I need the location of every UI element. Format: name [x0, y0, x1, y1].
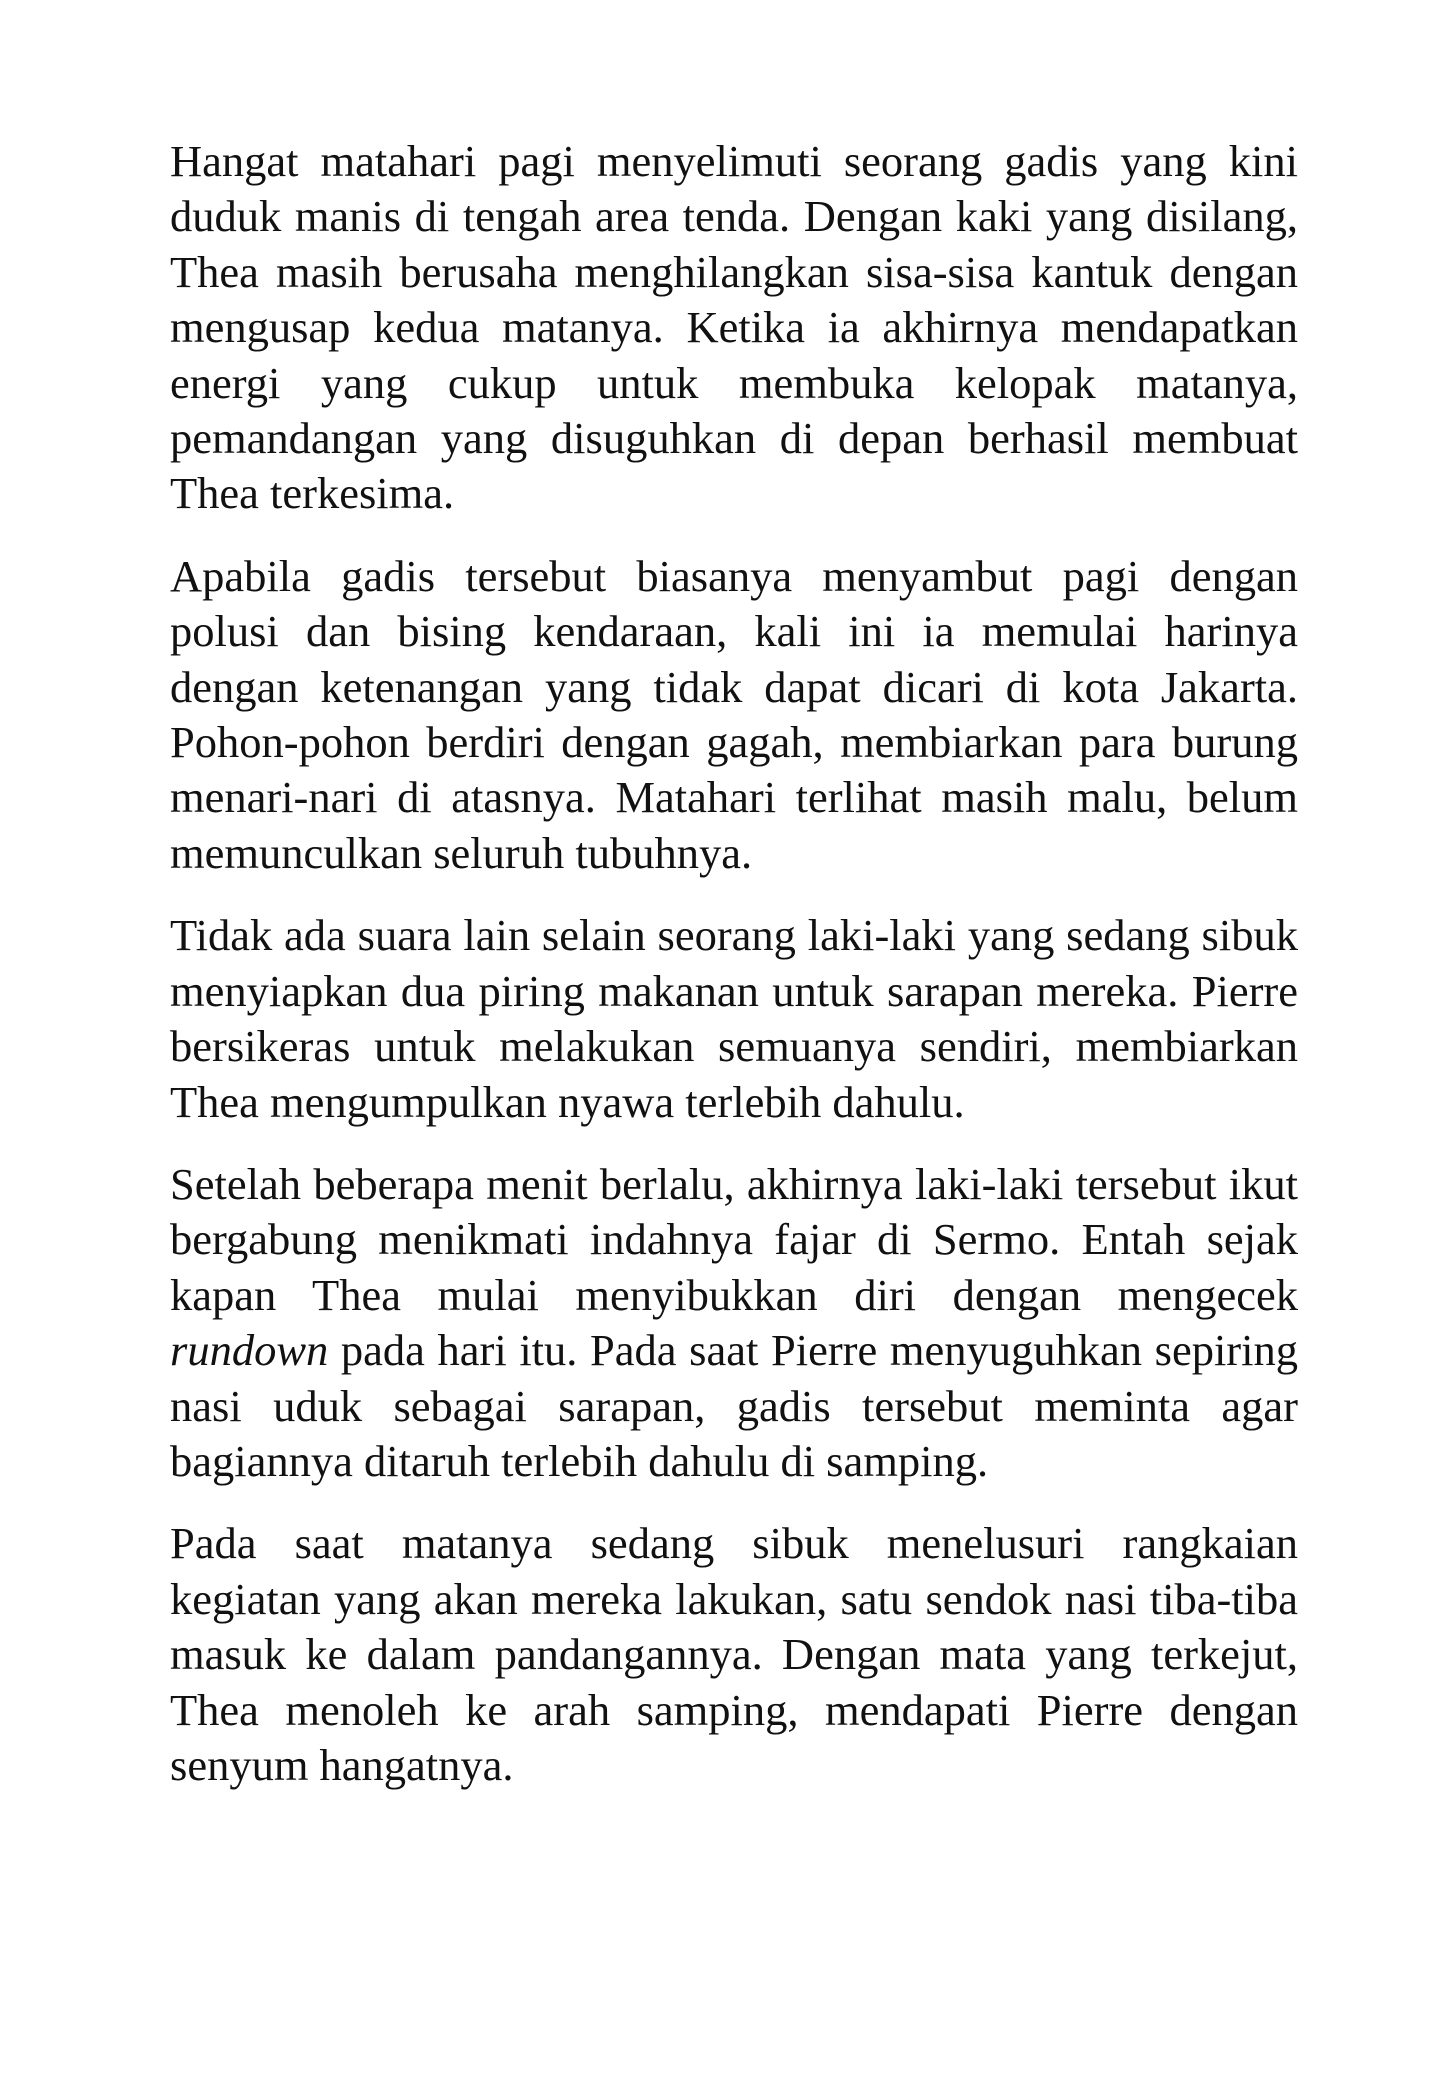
paragraph-5: Pada saat matanya sedang sibuk menelusuri rangkaian kegiatan yang akan mereka lakukan, satu sendok nasi tiba-tiba masuk ke dalam pandangannya. Dengan mata yang terkejut, Thea menoleh ke arah samping, mendapati Pierre dengan senyum hangatnya. — [170, 1518, 1298, 1790]
page-body — [170, 134, 1298, 1793]
paragraph-4-text-after: pada hari itu. Pada saat Pierre menyuguhkan sepiring nasi uduk sebagai sarapan, gadis tersebut meminta agar bagiannya ditaruh terlebih dahulu di samping. — [170, 1325, 1298, 1486]
paragraph-4-text-before: Setelah beberapa menit berlalu, akhirnya laki-laki tersebut ikut bergabung menikmati indahnya fajar di Sermo. Entah sejak kapan Thea mulai menyibukkan diri dengan mengecek — [170, 1158, 1298, 1320]
paragraph-1: Hangat matahari pagi menyelimuti seorang gadis yang kini duduk manis di tengah area tenda. Dengan kaki yang disilang, Thea masih berusaha menghilangkan sisa-sisa kantuk dengan mengusap kedua matanya. Ketika ia akhirnya mendapatkan energi yang cukup untuk membuka kelopak matanya, pemandangan yang disuguhkan di depan berhasil membuat Thea terkesima. — [170, 136, 1298, 519]
italic-term: rundown — [170, 1325, 329, 1376]
paragraph-4 — [170, 1157, 1298, 1489]
paragraph-3: Tidak ada suara lain selain seorang laki-laki yang sedang sibuk menyiapkan dua piring makanan untuk sarapan mereka. Pierre bersikeras untuk melakukan semuanya sendiri, membiarkan Thea mengumpulkan nyawa terlebih dahulu. — [170, 910, 1298, 1127]
paragraph-2: Apabila gadis tersebut biasanya menyambut pagi dengan polusi dan bising kendaraan, kali ini ia memulai harinya dengan ketenangan yang tidak dapat dicari di kota Jakarta. Pohon-pohon berdiri dengan gagah, membiarkan para burung menari-nari di atasnya. Matahari terlihat masih malu, belum memunculkan seluruh tubuhnya. — [170, 550, 1298, 878]
